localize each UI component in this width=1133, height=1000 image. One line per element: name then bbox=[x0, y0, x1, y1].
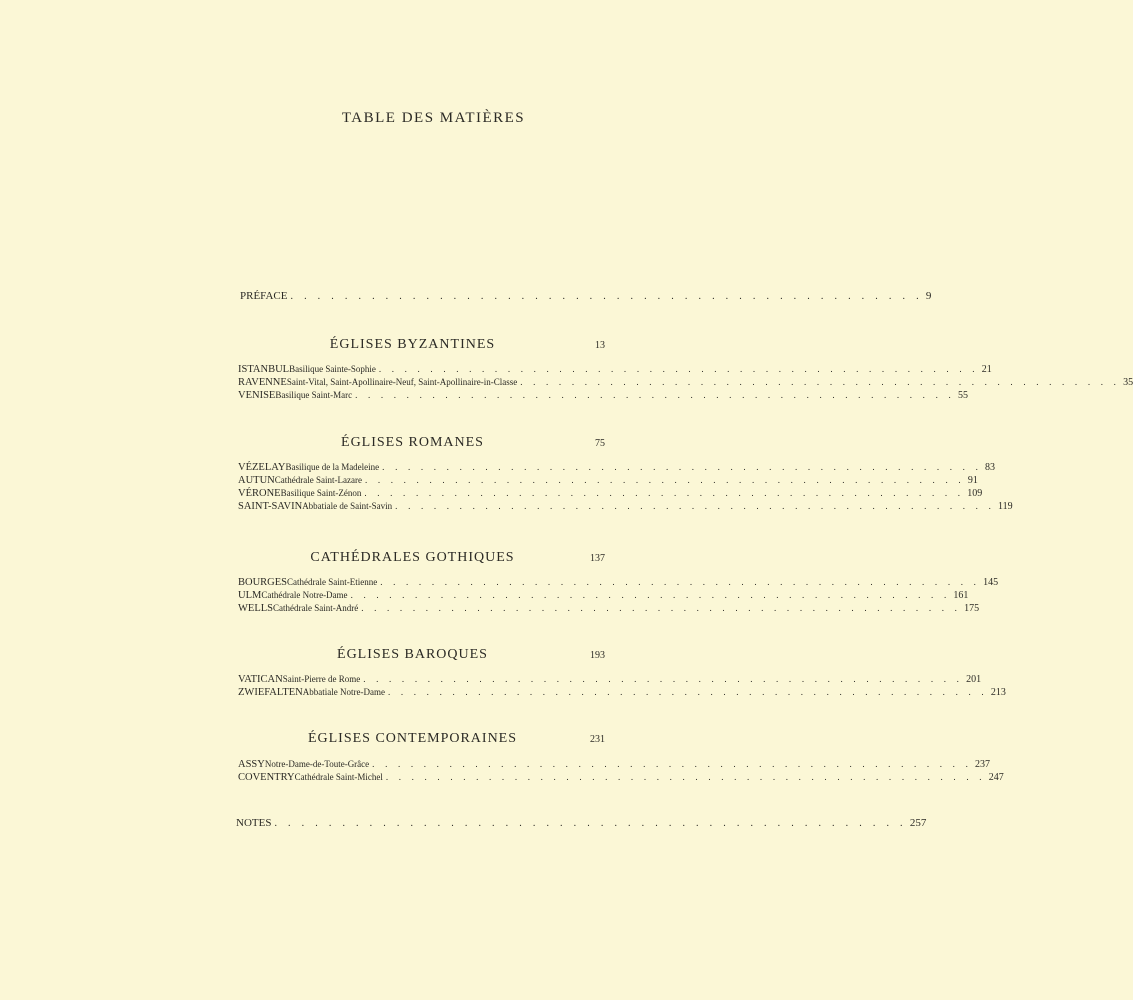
toc-entry[interactable] bbox=[238, 772, 1004, 785]
section-title: CATHÉDRALES GOTHIQUES bbox=[310, 550, 515, 565]
entry-page: 247 bbox=[988, 772, 1004, 783]
entry-church: Cathédrale Saint-Lazare bbox=[274, 475, 362, 485]
entry-page: 175 bbox=[964, 603, 980, 614]
entry-church: Abbatiale de Saint-Savin bbox=[302, 501, 393, 511]
entry-page: 91 bbox=[967, 475, 978, 486]
dot-leader: . . . . . . . . . . . . . . . . . . . . . . . . . . . . . . . . . . . . . . . . . . . . . . . bbox=[395, 501, 996, 511]
entry-city: AUTUN bbox=[238, 475, 275, 486]
entry-page: 213 bbox=[990, 687, 1006, 698]
entry-page: 161 bbox=[953, 590, 969, 601]
entry-city: ISTANBUL bbox=[238, 364, 290, 375]
dot-leader: . . . . . . . . . . . . . . . . . . . . . . . . . . . . . . . . . . . . . . . . . . . . . . . bbox=[372, 759, 973, 769]
toc-entry[interactable] bbox=[238, 590, 969, 603]
toc-preface[interactable] bbox=[240, 290, 932, 306]
entry-church: Basilique Sainte-Sophie bbox=[289, 364, 376, 374]
entry-city: COVENTRY bbox=[238, 772, 295, 783]
entry-page: 145 bbox=[983, 577, 999, 588]
toc-entry[interactable] bbox=[238, 364, 992, 377]
entry-page: 83 bbox=[985, 462, 996, 473]
entry-page: 237 bbox=[975, 759, 991, 770]
entry-city: VATICAN bbox=[238, 674, 283, 685]
notes-label: NOTES bbox=[236, 817, 272, 829]
section-title: ÉGLISES ROMANES bbox=[341, 435, 484, 450]
dot-leader: . . . . . . . . . . . . . . . . . . . . . . . . . . . . . . . . . . . . . . . . . . . . . . . bbox=[363, 674, 964, 684]
toc-entry[interactable] bbox=[238, 501, 1013, 514]
entry-city: WELLS bbox=[238, 603, 273, 614]
notes-page: 257 bbox=[909, 817, 927, 829]
toc-entry[interactable] bbox=[238, 759, 991, 772]
preface-label: PRÉFACE bbox=[240, 290, 288, 302]
entry-city: ULM bbox=[238, 590, 262, 601]
entry-page: 55 bbox=[957, 390, 968, 401]
entry-church: Saint-Pierre de Rome bbox=[282, 674, 361, 684]
dot-leader: . . . . . . . . . . . . . . . . . . . . . . . . . . . . . . . . . . . . . . . . . . . . . . . bbox=[380, 577, 981, 587]
section-page: 193 bbox=[590, 650, 605, 661]
dot-leader: . . . . . . . . . . . . . . . . . . . . . . . . . . . . . . . . . . . . . . . . . . . . . . . bbox=[364, 475, 965, 485]
section-page: 137 bbox=[590, 553, 605, 564]
toc-entry[interactable] bbox=[238, 687, 1006, 700]
dot-leader: . . . . . . . . . . . . . . . . . . . . . . . . . . . . . . . . . . . . . . . . . . . . . . . bbox=[274, 818, 907, 829]
dot-leader: . . . . . . . . . . . . . . . . . . . . . . . . . . . . . . . . . . . . . . . . . . . . . . . bbox=[520, 377, 1121, 387]
section-heading[interactable] bbox=[240, 647, 605, 665]
entry-city: SAINT-SAVIN bbox=[238, 501, 303, 512]
page-title: TABLE DES MATIÈRES bbox=[341, 110, 526, 126]
dot-leader: . . . . . . . . . . . . . . . . . . . . . . . . . . . . . . . . . . . . . . . . . . . . . . . bbox=[361, 603, 962, 613]
section-page: 231 bbox=[590, 734, 605, 745]
entry-page: 119 bbox=[998, 501, 1013, 512]
entry-page: 21 bbox=[981, 364, 992, 375]
entry-city: VÉRONE bbox=[238, 488, 281, 499]
entry-church: Cathédrale Saint-Etienne bbox=[287, 577, 378, 587]
entry-city: VENISE bbox=[238, 390, 276, 401]
entry-city: BOURGES bbox=[238, 577, 288, 588]
entry-city: ZWIEFALTEN bbox=[238, 687, 303, 698]
entry-page: 201 bbox=[966, 674, 982, 685]
entry-church: Cathédrale Notre-Dame bbox=[261, 590, 348, 600]
dot-leader: . . . . . . . . . . . . . . . . . . . . . . . . . . . . . . . . . . . . . . . . . . . . . . . bbox=[290, 291, 923, 302]
dot-leader: . . . . . . . . . . . . . . . . . . . . . . . . . . . . . . . . . . . . . . . . . . . . . . . bbox=[387, 687, 988, 697]
section-heading[interactable] bbox=[240, 337, 605, 355]
entry-church: Basilique Saint-Zénon bbox=[280, 488, 362, 498]
dot-leader: . . . . . . . . . . . . . . . . . . . . . . . . . . . . . . . . . . . . . . . . . . . . . . . bbox=[385, 772, 986, 782]
toc-entry[interactable] bbox=[238, 390, 968, 403]
section-page: 13 bbox=[595, 340, 605, 351]
entry-church: Cathédrale Saint-André bbox=[273, 603, 359, 613]
toc-entry[interactable] bbox=[238, 577, 999, 590]
section-title: ÉGLISES CONTEMPORAINES bbox=[307, 731, 518, 746]
entry-city: ASSY bbox=[238, 759, 265, 770]
section-page: 75 bbox=[595, 438, 605, 449]
section-heading[interactable] bbox=[240, 435, 605, 453]
entry-city: VÉZELAY bbox=[238, 462, 286, 473]
toc-entry[interactable] bbox=[238, 488, 983, 501]
entry-page: 35 bbox=[1123, 377, 1133, 388]
toc-entry[interactable] bbox=[238, 377, 1133, 390]
toc-notes[interactable] bbox=[236, 817, 927, 833]
entry-city: RAVENNE bbox=[238, 377, 287, 388]
toc-entry[interactable] bbox=[238, 674, 982, 687]
entry-church: Abbatiale Notre-Dame bbox=[302, 687, 385, 697]
dot-leader: . . . . . . . . . . . . . . . . . . . . . . . . . . . . . . . . . . . . . . . . . . . . . . . bbox=[378, 364, 979, 374]
entry-church: Saint-Vital, Saint-Apollinaire-Neuf, Saint-Apollinaire-in-Classe bbox=[286, 377, 518, 387]
toc-entry[interactable] bbox=[238, 475, 978, 488]
toc-entry[interactable] bbox=[238, 462, 996, 475]
entry-page: 109 bbox=[967, 488, 983, 499]
dot-leader: . . . . . . . . . . . . . . . . . . . . . . . . . . . . . . . . . . . . . . . . . . . . . . . bbox=[355, 390, 955, 400]
toc-entry[interactable] bbox=[238, 603, 980, 616]
section-heading[interactable] bbox=[240, 731, 605, 749]
section-heading[interactable] bbox=[240, 550, 605, 568]
preface-page: 9 bbox=[925, 290, 932, 302]
dot-leader: . . . . . . . . . . . . . . . . . . . . . . . . . . . . . . . . . . . . . . . . . . . . . . . bbox=[364, 488, 965, 498]
dot-leader: . . . . . . . . . . . . . . . . . . . . . . . . . . . . . . . . . . . . . . . . . . . . . . . bbox=[350, 590, 951, 600]
section-title: ÉGLISES BYZANTINES bbox=[329, 337, 496, 352]
entry-church: Notre-Dame-de-Toute-Grâce bbox=[264, 759, 370, 769]
entry-church: Basilique Saint-Marc bbox=[275, 390, 353, 400]
entry-church: Cathédrale Saint-Michel bbox=[294, 772, 383, 782]
entry-church: Basilique de la Madeleine bbox=[285, 462, 380, 472]
section-title: ÉGLISES BAROQUES bbox=[337, 647, 488, 662]
dot-leader: . . . . . . . . . . . . . . . . . . . . . . . . . . . . . . . . . . . . . . . . . . . . . . . bbox=[382, 462, 983, 472]
